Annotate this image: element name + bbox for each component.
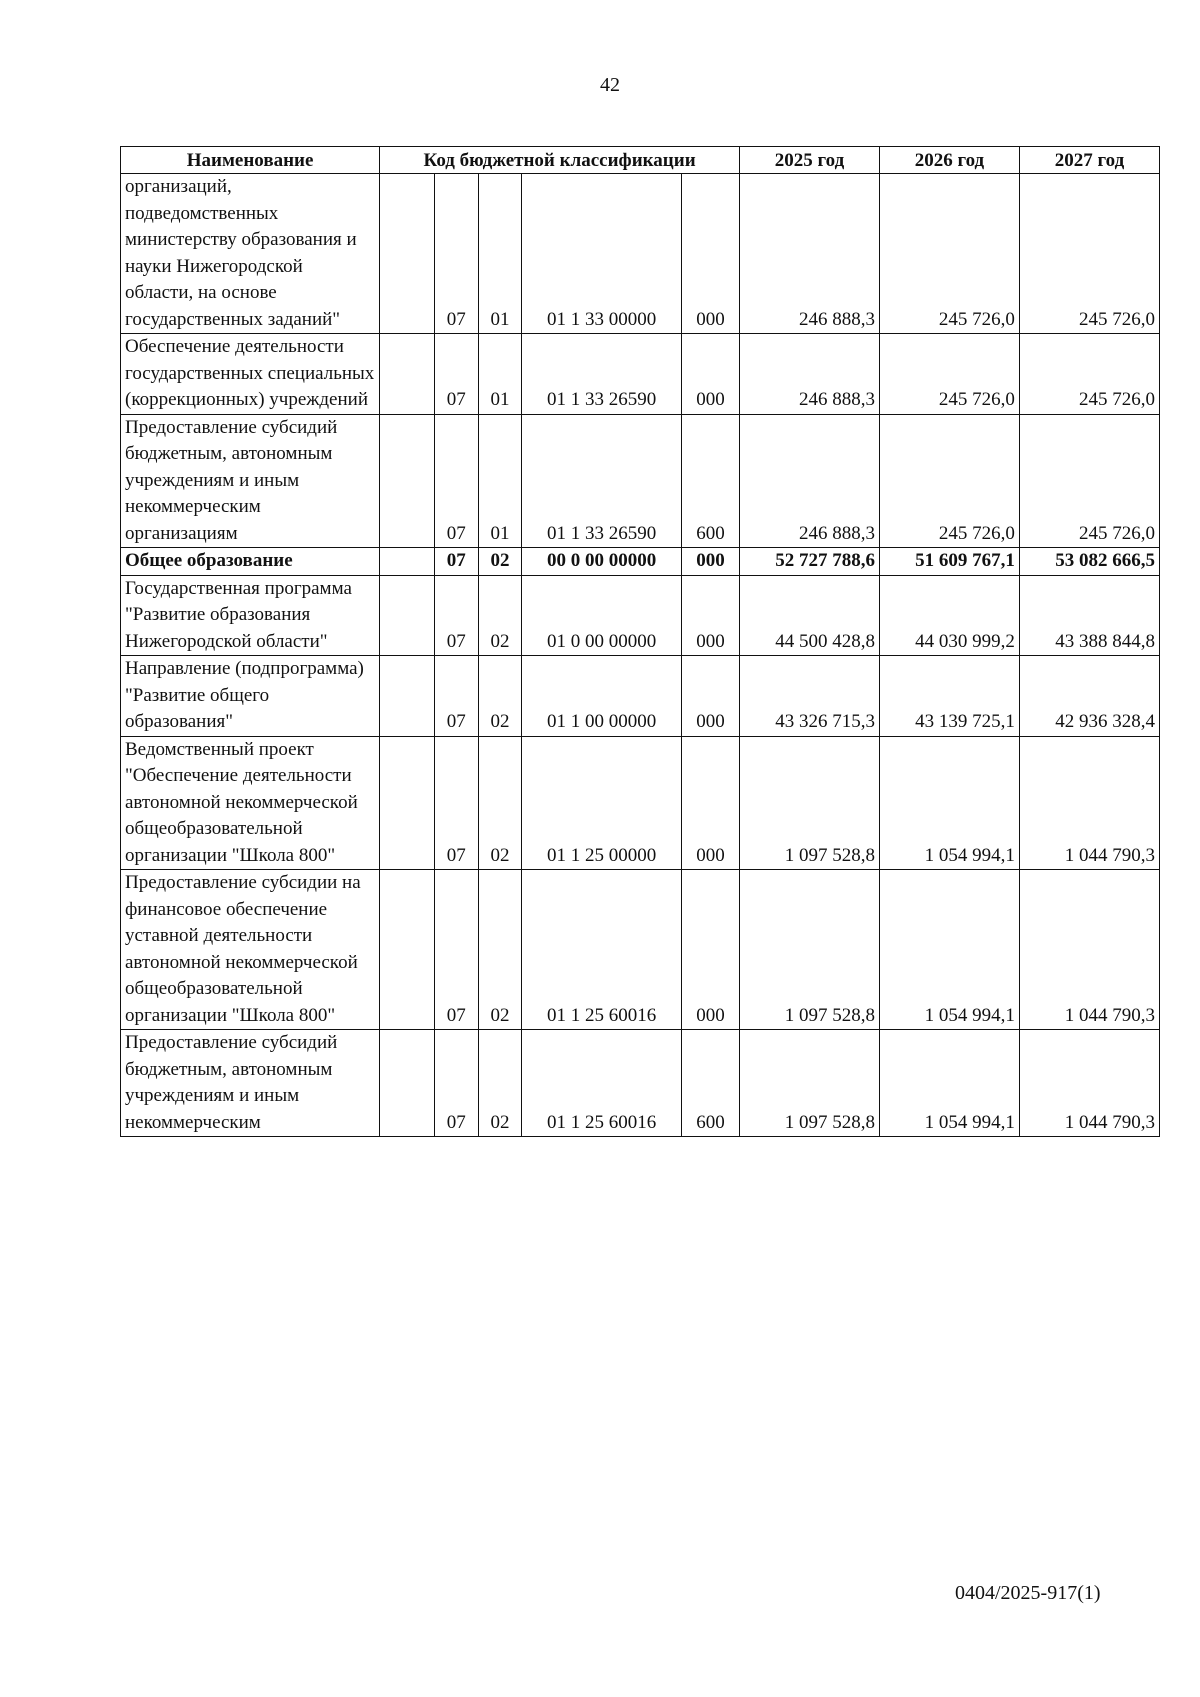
- value-2026: 51 609 767,1: [879, 548, 1019, 576]
- header-2027: 2027 год: [1019, 147, 1159, 174]
- subsection-code: 02: [478, 548, 522, 576]
- subsection-code: 01: [478, 174, 522, 334]
- table-row: [121, 414, 1160, 548]
- value-2027: 245 726,0: [1019, 334, 1159, 415]
- subsection-code: 01: [478, 414, 522, 548]
- subsection-code: 02: [478, 1030, 522, 1137]
- value-2026: 43 139 725,1: [879, 656, 1019, 737]
- value-2025: 246 888,3: [739, 174, 879, 334]
- row-name: Предоставление субсидий бюджетным, автономным учреждениям и иным некоммерческим организациям: [121, 414, 380, 548]
- expense-type-code: 000: [681, 575, 739, 656]
- section-code: 07: [434, 548, 478, 576]
- expense-type-code: 000: [681, 174, 739, 334]
- section-code: 07: [434, 575, 478, 656]
- code-cell: [380, 548, 435, 576]
- value-2025: 43 326 715,3: [739, 656, 879, 737]
- value-2027: 245 726,0: [1019, 414, 1159, 548]
- document-code: 0404/2025-917(1): [955, 1582, 1101, 1604]
- section-code: 07: [434, 174, 478, 334]
- value-2027: 1 044 790,3: [1019, 736, 1159, 870]
- value-2025: 44 500 428,8: [739, 575, 879, 656]
- value-2026: 245 726,0: [879, 174, 1019, 334]
- row-name: Направление (подпрограмма) "Развитие общего образования": [121, 656, 380, 737]
- code-cell: [380, 334, 435, 415]
- code-cell: [380, 1030, 435, 1137]
- row-name: организаций, подведомственных министерству образования и науки Нижегородской области, на основе государственных заданий": [121, 174, 380, 334]
- target-code: 01 1 25 60016: [522, 1030, 682, 1137]
- code-cell: [380, 414, 435, 548]
- value-2026: 245 726,0: [879, 334, 1019, 415]
- subsection-code: 01: [478, 334, 522, 415]
- section-code: 07: [434, 1030, 478, 1137]
- target-code: 01 1 33 26590: [522, 334, 682, 415]
- table-row: [121, 656, 1160, 737]
- expense-type-code: 600: [681, 1030, 739, 1137]
- value-2026: 1 054 994,1: [879, 870, 1019, 1030]
- value-2025: 1 097 528,8: [739, 870, 879, 1030]
- code-cell: [380, 656, 435, 737]
- row-name: Ведомственный проект "Обеспечение деятельности автономной некоммерческой общеобразовательной организации "Школа 800": [121, 736, 380, 870]
- value-2025: 52 727 788,6: [739, 548, 879, 576]
- header-2025: 2025 год: [739, 147, 879, 174]
- header-row: [121, 147, 1160, 174]
- code-cell: [380, 575, 435, 656]
- section-code: 07: [434, 656, 478, 737]
- budget-table: [120, 146, 1160, 1137]
- section-code: 07: [434, 736, 478, 870]
- target-code: 01 1 00 00000: [522, 656, 682, 737]
- section-code: 07: [434, 870, 478, 1030]
- subsection-code: 02: [478, 870, 522, 1030]
- expense-type-code: 000: [681, 548, 739, 576]
- page-number: 42: [600, 74, 620, 96]
- value-2027: 245 726,0: [1019, 174, 1159, 334]
- target-code: 01 0 00 00000: [522, 575, 682, 656]
- value-2026: 245 726,0: [879, 414, 1019, 548]
- code-cell: [380, 736, 435, 870]
- subsection-code: 02: [478, 656, 522, 737]
- header-name: Наименование: [121, 147, 380, 174]
- value-2027: 43 388 844,8: [1019, 575, 1159, 656]
- code-cell: [380, 174, 435, 334]
- code-cell: [380, 870, 435, 1030]
- header-code: Код бюджетной классификации: [380, 147, 740, 174]
- value-2027: 1 044 790,3: [1019, 870, 1159, 1030]
- value-2025: 246 888,3: [739, 414, 879, 548]
- table-row: [121, 174, 1160, 334]
- value-2025: 246 888,3: [739, 334, 879, 415]
- row-name: Предоставление субсидии на финансовое обеспечение уставной деятельности автономной некоммерческой общеобразовательной организации "Школа 800": [121, 870, 380, 1030]
- table-row: [121, 1030, 1160, 1137]
- target-code: 00 0 00 00000: [522, 548, 682, 576]
- section-code: 07: [434, 414, 478, 548]
- row-name: Обеспечение деятельности государственных специальных (коррекционных) учреждений: [121, 334, 380, 415]
- subsection-code: 02: [478, 736, 522, 870]
- row-name: Государственная программа "Развитие образования Нижегородской области": [121, 575, 380, 656]
- expense-type-code: 600: [681, 414, 739, 548]
- header-2026: 2026 год: [879, 147, 1019, 174]
- row-name: Предоставление субсидий бюджетным, автономным учреждениям и иным некоммерческим: [121, 1030, 380, 1137]
- value-2027: 42 936 328,4: [1019, 656, 1159, 737]
- target-code: 01 1 33 26590: [522, 414, 682, 548]
- table-row: [121, 334, 1160, 415]
- value-2026: 44 030 999,2: [879, 575, 1019, 656]
- expense-type-code: 000: [681, 736, 739, 870]
- target-code: 01 1 25 00000: [522, 736, 682, 870]
- row-name: Общее образование: [121, 548, 380, 576]
- value-2025: 1 097 528,8: [739, 736, 879, 870]
- target-code: 01 1 33 00000: [522, 174, 682, 334]
- table-row: [121, 575, 1160, 656]
- value-2025: 1 097 528,8: [739, 1030, 879, 1137]
- value-2026: 1 054 994,1: [879, 1030, 1019, 1137]
- target-code: 01 1 25 60016: [522, 870, 682, 1030]
- table-row-total: [121, 548, 1160, 576]
- value-2027: 53 082 666,5: [1019, 548, 1159, 576]
- value-2026: 1 054 994,1: [879, 736, 1019, 870]
- expense-type-code: 000: [681, 334, 739, 415]
- table-row: [121, 736, 1160, 870]
- expense-type-code: 000: [681, 870, 739, 1030]
- section-code: 07: [434, 334, 478, 415]
- expense-type-code: 000: [681, 656, 739, 737]
- table-row: [121, 870, 1160, 1030]
- value-2027: 1 044 790,3: [1019, 1030, 1159, 1137]
- subsection-code: 02: [478, 575, 522, 656]
